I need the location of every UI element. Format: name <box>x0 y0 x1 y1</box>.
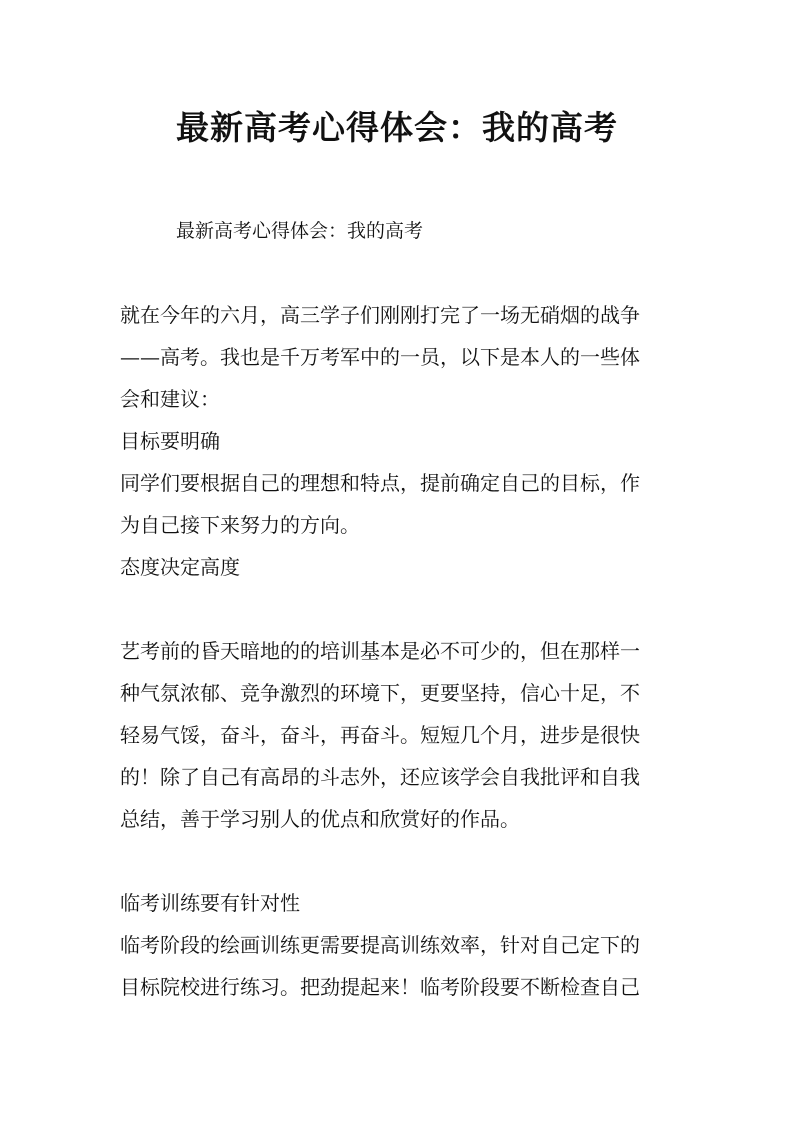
section-heading: 态度决定高度 <box>120 555 240 579</box>
paragraph-line: 种气氛浓郁、竞争激烈的环境下，更要坚持，信心十足，不 <box>120 681 640 705</box>
paragraph-line: 同学们要根据自己的理想和特点，提前确定自己的目标，作 <box>120 471 640 495</box>
paragraph-line: 会和建议： <box>120 387 220 411</box>
blank-line <box>120 840 680 882</box>
paragraph-line: 轻易气馁，奋斗，奋斗，再奋斗。短短几个月，进步是很快 <box>120 723 640 747</box>
blank-line <box>120 588 680 630</box>
paragraph-line: 艺考前的昏天暗地的的培训基本是必不可少的，但在那样一 <box>120 639 640 663</box>
paragraph-line: 的！除了自己有高昂的斗志外，还应该学会自我批评和自我 <box>120 765 640 789</box>
section-heading: 临考训练要有针对性 <box>120 891 300 915</box>
section-heading: 目标要明确 <box>120 429 220 453</box>
document-body <box>120 294 680 1008</box>
paragraph-line: 为自己接下来努力的方向。 <box>120 513 360 537</box>
document-title: 最新高考心得体会：我的高考 <box>176 108 618 147</box>
paragraph-line: 就在今年的六月，高三学子们刚刚打完了一场无硝烟的战争 <box>120 303 640 327</box>
paragraph-line: 总结，善于学习别人的优点和欣赏好的作品。 <box>120 807 520 831</box>
paragraph-line: 临考阶段的绘画训练更需要提高训练效率，针对自己定下的 <box>120 933 640 957</box>
document-subtitle: 最新高考心得体会：我的高考 <box>176 220 424 242</box>
paragraph-line: ——高考。我也是千万考军中的一员，以下是本人的一些体 <box>120 345 640 369</box>
paragraph-line: 目标院校进行练习。把劲提起来！临考阶段要不断检查自己 <box>120 975 640 999</box>
